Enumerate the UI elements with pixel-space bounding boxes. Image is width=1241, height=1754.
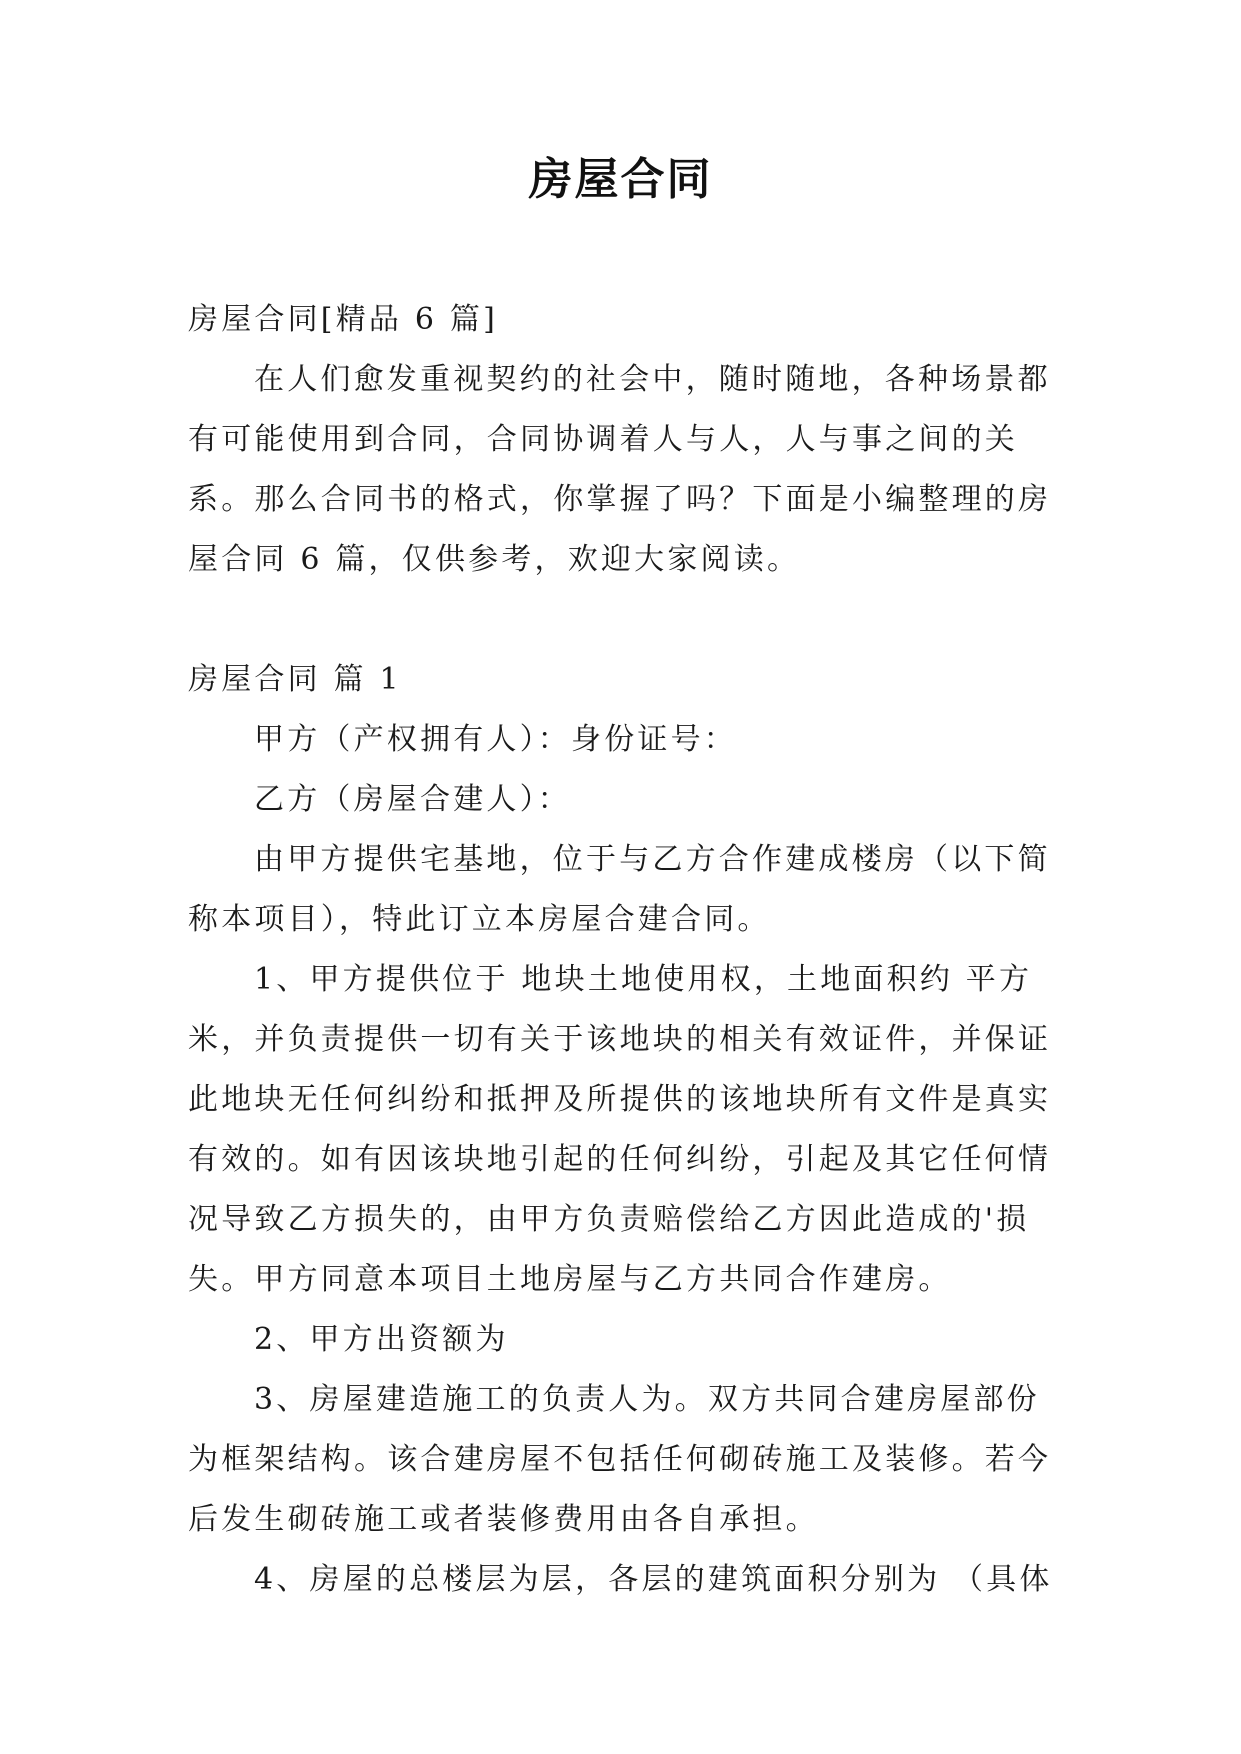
section-heading: 房屋合同 篇 1 [188, 662, 402, 697]
clause-4: 4、房屋的总楼层为层，各层的建筑面积分别为 （具体 [254, 1562, 1053, 1597]
document-subtitle: 房屋合同[精品 6 篇] [188, 302, 498, 337]
clause-3: 3、房屋建造施工的负责人为。双方共同合建房屋部份为框架结构。该合建房屋不包括任何砌砖施工及装修。若今后发生砌砖施工或者装修费用由各自承担。 [188, 1382, 1052, 1537]
intro-paragraph: 在人们愈发重视契约的社会中，随时随地，各种场景都有可能使用到合同，合同协调着人与人，人与事之间的关系。那么合同书的格式，你掌握了吗？下面是小编整理的房屋合同 6 篇，仅供参考，欢迎大家阅读。 [188, 362, 1052, 577]
document-title: 房屋合同 [528, 154, 713, 205]
clause-2: 2、甲方出资额为 [254, 1322, 509, 1357]
section-spacer [188, 590, 1060, 650]
clause-1: 1、甲方提供位于 地块土地使用权，土地面积约 平方米，并负责提供一切有关于该地块的相关有效证件，并保证此地块无任何纠纷和抵押及所提供的该地块所有文件是真实有效的。如有因该块地引起的任何纠纷，引起及其它任何情况导致乙方损失的，由甲方负责赔偿给乙方因此造成的'损失。甲方同意本项目土地房屋与乙方共同合作建房。 [188, 962, 1052, 1297]
preamble-paragraph: 由甲方提供宅基地，位于与乙方合作建成楼房（以下简称本项目），特此订立本房屋合建合同。 [188, 842, 1051, 937]
party-a-line: 甲方（产权拥有人）：身份证号： [254, 722, 737, 757]
party-b-line: 乙方（房屋合建人）： [254, 782, 571, 817]
document-body [188, 290, 1060, 1610]
